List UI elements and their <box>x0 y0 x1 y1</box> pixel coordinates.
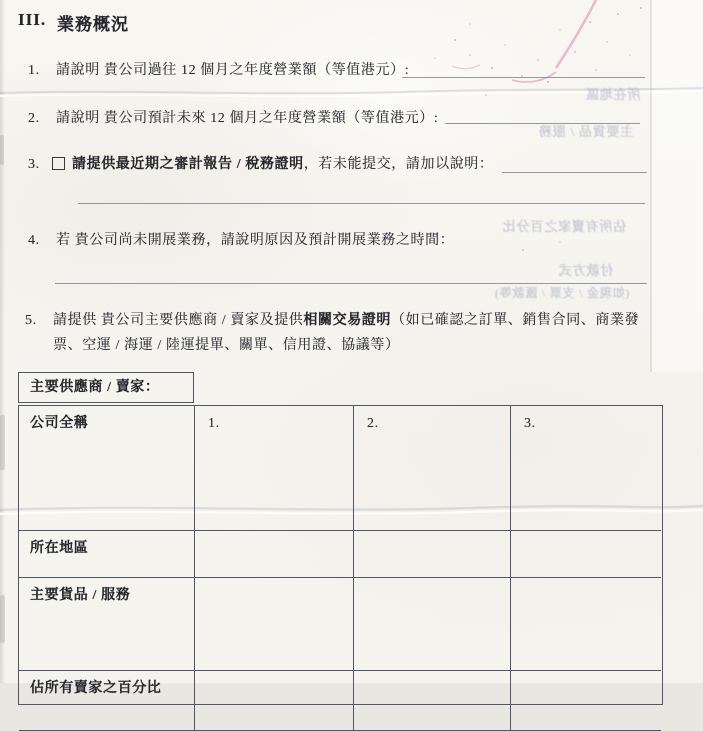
row-label-text: 公司全稱 <box>30 416 89 431</box>
item-4-answer-line[interactable] <box>55 283 647 284</box>
column-label-text: 3. <box>524 416 536 431</box>
item-1-number: 1. <box>28 63 40 78</box>
bleed-through-text: (如現金 / 支票 / 匯款等) <box>494 286 630 300</box>
row-label-text: 主要貨品 / 服務 <box>30 588 131 603</box>
bleed-through-text: 所在地區 <box>585 87 641 102</box>
row-label-company-name <box>19 406 195 531</box>
item-3-answer-line-1[interactable] <box>502 172 647 173</box>
item-4-label: 若 貴公司尚未開展業務，請說明原因及預計開展業務之時間： <box>56 233 455 248</box>
supplier-1-percentage-cell[interactable] <box>195 671 354 731</box>
item-2-label: 請說明 貴公司預計未來 12 個月之年度營業額（等值港元）: <box>56 111 439 126</box>
supplier-2-percentage-cell[interactable] <box>354 671 511 731</box>
supplier-3-goods-cell[interactable] <box>511 578 661 671</box>
bleed-through-text: 主要貨品 / 服務 <box>538 124 634 139</box>
supplier-1-company-name-cell[interactable] <box>195 406 354 531</box>
supplier-table <box>18 405 663 705</box>
row-label-text: 所在地區 <box>30 541 89 556</box>
item-3-label-bold: 請提供最近期之審計報告 / 稅務證明 <box>72 157 304 172</box>
supplier-3-percentage-cell[interactable] <box>511 671 661 731</box>
item-5-number: 5. <box>25 313 37 328</box>
section-number: III. <box>18 10 47 29</box>
bleed-through-text: 付款方式 <box>558 263 614 278</box>
page-fold-highlight <box>652 0 703 372</box>
item-2-number: 2. <box>28 111 40 126</box>
item-5-before-bold: 請提供 貴公司主要供應商 / 賣家及提供 <box>53 313 304 328</box>
item-3-answer-line-2[interactable] <box>78 203 645 204</box>
column-label-text: 1. <box>208 416 220 431</box>
item-4-number: 4. <box>28 233 40 248</box>
row-label-text: 佔所有賣家之百分比 <box>30 681 162 696</box>
supplier-3-company-name-cell[interactable] <box>511 406 661 531</box>
supplier-2-region-cell[interactable] <box>354 531 511 578</box>
audit-report-checkbox[interactable] <box>52 157 65 170</box>
item-5-after-bold: （如已確認之訂單、銷售合同、商業發 <box>391 313 640 328</box>
row-label-percentage <box>19 671 195 731</box>
supplier-2-goods-cell[interactable] <box>354 578 511 671</box>
supplier-table-header-label: 主要供應商 / 賣家： <box>30 379 160 395</box>
row-label-goods-services <box>19 578 195 671</box>
supplier-table-header-box <box>18 372 194 403</box>
item-5-label-line-2: 票、空運 / 海運 / 陸運提單、關單、信用證、協議等） <box>53 338 400 353</box>
row-label-region <box>19 531 195 578</box>
scan-left-edge-shadow <box>0 0 5 683</box>
supplier-1-goods-cell[interactable] <box>195 578 354 671</box>
supplier-3-region-cell[interactable] <box>511 531 661 578</box>
supplier-2-company-name-cell[interactable] <box>354 406 511 531</box>
item-5-bold: 相關交易證明 <box>303 313 391 328</box>
item-5-label-line-1 <box>53 313 639 329</box>
item-3-label-rest: ，若未能提交，請加以說明： <box>303 157 494 172</box>
supplier-1-region-cell[interactable] <box>195 531 354 578</box>
item-1-label: 請說明 貴公司過往 12 個月之年度營業額（等值港元）: <box>56 63 410 78</box>
column-label-text: 2. <box>367 416 379 431</box>
item-2-answer-line[interactable] <box>445 123 640 124</box>
section-title: 業務概況 <box>57 15 129 34</box>
item-1-answer-line[interactable] <box>402 77 645 78</box>
item-3-label <box>72 157 494 173</box>
bleed-through-text: 佔所有賣家之百分比 <box>502 219 627 234</box>
item-3-number: 3. <box>28 157 40 172</box>
